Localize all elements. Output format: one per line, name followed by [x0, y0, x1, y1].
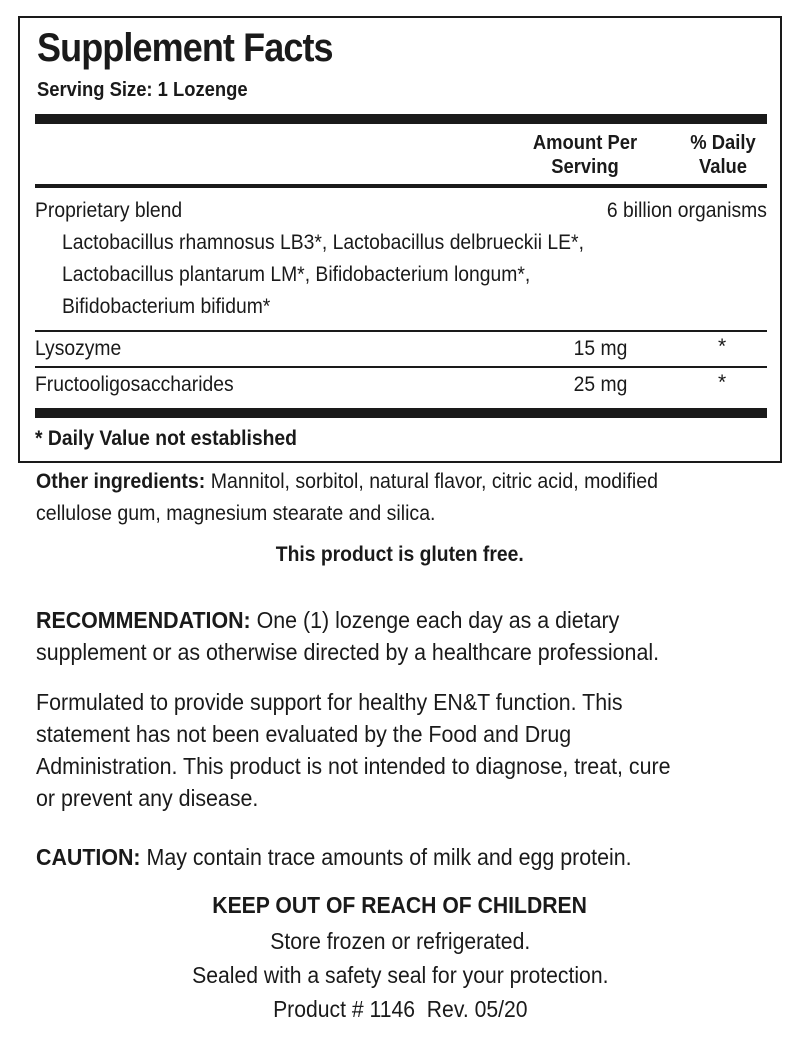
column-header-daily-value: % Daily Value — [690, 132, 756, 178]
ingredient-daily-value: * — [718, 371, 727, 394]
gluten-free-note: This product is gluten free. — [276, 543, 524, 566]
blend-sub-line: Bifidobacterium bifidum* — [62, 295, 271, 318]
thick-divider-bottom — [35, 408, 767, 418]
ingredient-name: Lysozyme — [35, 337, 122, 360]
recommendation-label: RECOMMENDATION: — [36, 607, 251, 633]
other-ingredients-label: Other ingredients: — [36, 470, 206, 493]
storage-instructions: Store frozen or refrigerated. — [270, 928, 530, 954]
row-divider — [35, 330, 767, 332]
blend-sub-line: Lactobacillus rhamnosus LB3*, Lactobacillus delbrueckii LE*, — [62, 231, 584, 254]
serving-size: Serving Size: 1 Lozenge — [37, 79, 248, 101]
supplement-facts-panel — [18, 16, 782, 463]
ingredient-name: Proprietary blend — [35, 199, 183, 222]
thick-divider-top — [35, 114, 767, 124]
panel-title: Supplement Facts — [37, 26, 333, 70]
keep-out-warning: KEEP OUT OF REACH OF CHILDREN — [212, 892, 588, 918]
ingredient-name: Fructooligosaccharides — [35, 373, 234, 396]
other-ingredients: Other ingredients: Mannitol, sorbitol, natural flavor, citric acid, modified cellulose gum, magnesium stearate and silica. — [36, 470, 658, 525]
fda-statement: Formulated to provide support for healthy EN&T function. This statement has not been evaluated by the Food and Drug Administration. This product is not intended to diagnose, treat, cure or prevent any disease. — [36, 689, 671, 811]
thick-divider-header — [35, 184, 767, 188]
ingredient-amount: 6 billion organisms — [606, 199, 767, 222]
caution: CAUTION: May contain trace amounts of milk and egg protein. — [36, 844, 632, 870]
caution-label: CAUTION: — [36, 844, 141, 870]
recommendation: RECOMMENDATION: One (1) lozenge each day as a dietary supplement or as otherwise directed by a healthcare professional. — [36, 607, 660, 665]
safety-seal-note: Sealed with a safety seal for your protection. — [191, 962, 609, 988]
row-divider — [35, 366, 767, 368]
ingredient-daily-value: * — [718, 335, 727, 358]
ingredient-amount: 15 mg — [573, 337, 627, 360]
daily-value-footnote: * Daily Value not established — [35, 427, 297, 450]
ingredient-amount: 25 mg — [573, 373, 627, 396]
column-header-amount: Amount Per Serving — [532, 132, 638, 178]
product-number: Product # 1146 Rev. 05/20 — [272, 996, 528, 1022]
blend-sub-line: Lactobacillus plantarum LM*, Bifidobacterium longum*, — [62, 263, 531, 286]
